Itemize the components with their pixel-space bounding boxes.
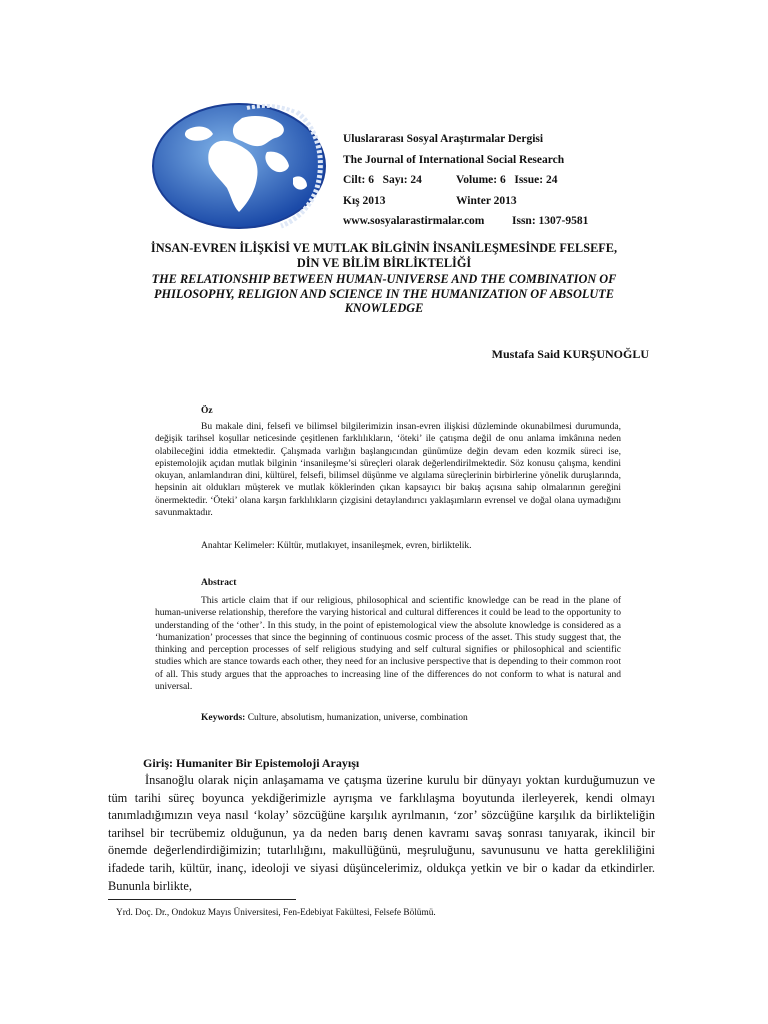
title-en-line-3: KNOWLEDGE: [344, 301, 424, 315]
author-name: Mustafa Said KURŞUNOĞLU: [491, 347, 649, 361]
title-tr-line-2: DİN VE BİLİM BİRLİKTELİĞİ: [296, 255, 472, 270]
journal-name-en: The Journal of International Social Research: [343, 153, 565, 166]
oz-text: Bu makale dini, felsefi ve bilimsel bilgilerimizin insan-evren ilişkisi düzleminde okunabilmesi durumunda, değişik tarihsel koşullar neticesinde çeşitlenen farklılıkların, ‘öteki’ ile çatışma değil de onu anlama imkânına neden olabileceğini iddia etmektedir. Çalışmada varlığın başlangıcından günümüze değin devam eden kozmik süreci ise, epistemolojik açıdan mutlak bilginin ‘insanileşme’si süreçleri olarak değerlendirilmektedir. Söz konusu çalışma, kendini okuyan, anlamlandıran dini, kültürel, felsefi, bilimsel düşünme ve algılama süreçlerinin birbirlerine yönelik duruşlarında, hepsinin ait oldukları müşterek ve mutlak köklerinden çıkan kapsayıcı bir bakış açısına sahip olmalarının gereğini önermektedir. ‘Öteki’ olana karşın farklılıkların çizgisini detaylandırıcı yaklaşımların evrensel ve doğal olana uymadığını savunmaktadır.: [155, 422, 621, 519]
keywords-label: Keywords:: [201, 713, 246, 723]
title-tr-line-1: İNSAN-EVREN İLİŞKİSİ VE MUTLAK BİLGİNİN İNSANİLEŞMESİNDE FELSEFE,: [150, 241, 618, 255]
journal-website[interactable]: www.sosyalarastirmalar.com: [343, 215, 485, 227]
footnote: Yrd. Doç. Dr., Ondokuz Mayıs Üniversitesi, Fen-Edebiyat Fakültesi, Felsefe Bölümü.: [116, 908, 436, 918]
title-en-line-1: THE RELATIONSHIP BETWEEN HUMAN-UNIVERSE AND THE COMBINATION OF: [151, 272, 617, 286]
journal-info: [343, 129, 589, 232]
journal-issn: Issn: 1307-9581: [512, 215, 589, 227]
volume-tr: Cilt: 6 Sayı: 24: [343, 174, 422, 186]
season-tr: Kış 2013: [343, 194, 386, 207]
globe-icon: [147, 100, 327, 232]
volume-en: Volume: 6 Issue: 24: [456, 174, 558, 186]
oz-heading: Öz: [201, 406, 213, 416]
article-title-tr: [100, 241, 668, 270]
footnote-divider: [108, 899, 296, 900]
abstract-text: This article claim that if our religious, philosophical and scientific knowledge can be read in the plane of human-universe relationship, therefore the varying historical and cultural differences it could be lead to the opportunity to understanding of the ‘other’. In this study, in the point of epistemological view the absolute knowledge is considered as a ‘humanization’ processes that since the beginning of continuous cosmic process of the asset. This study suggest that, the thinking and perception processes of self religious studying and self cultural signifies or philosophical and scientific studies which are stance towards each other, they need for an inclusive perspective that is depending to their common root of all. This study argues that the approaches to increasing line of the differences do not conform to what is natural and universal.: [155, 596, 621, 693]
season-en: Winter 2013: [456, 194, 517, 207]
oz-keywords: Anahtar Kelimeler: Kültür, mutlakıyet, insanileşmek, evren, birliktelik.: [201, 541, 472, 551]
section-heading-giris: Giriş: Humaniter Bir Epistemoloji Arayışı: [143, 756, 360, 770]
abstract-heading: Abstract: [201, 578, 237, 588]
title-en-line-2: PHILOSOPHY, RELIGION AND SCIENCE IN THE HUMANIZATION OF ABSOLUTE: [154, 286, 614, 301]
keywords-values: Culture, absolutism, humanization, universe, combination: [245, 713, 468, 723]
journal-logo: [147, 100, 327, 232]
body-paragraph: İnsanoğlu olarak niçin anlaşamama ve çatışma üzerine kurulu bir dünyayı yoktan kurduğumuzun ve tüm tarihi süreç boyunca yekdiğerimizle ayrışma ve farklılaşma boyutunda ilerleyerek, kendi olmayı tanımladığımızın veya nasıl ‘kolay’ sözcüğüne karşılık ayrılmanın, ‘zor’ sözcüğüne karşılık da birlikteliğin tarihsel bir tecrübemiz olduğunun, ya da neden barış denen kavramı savaş sonrası tanıyarak, ikincil bir önemde değerlendirdiğimizin; tutarlılığını, makullüğünü, meşruluğunu, savunusunu ve hatta gerekliliğini ifadede tarih, kültür, inanç, ideoloji ve siyasi düşüncelerimiz, oldukça yetkin ve bir o kadar da etkindirler. Bununla birlikte,: [108, 773, 655, 893]
abstract-keywords: [201, 713, 468, 723]
article-title-en: [100, 272, 668, 316]
journal-name-tr: Uluslararası Sosyal Araştırmalar Dergisi: [343, 133, 544, 145]
